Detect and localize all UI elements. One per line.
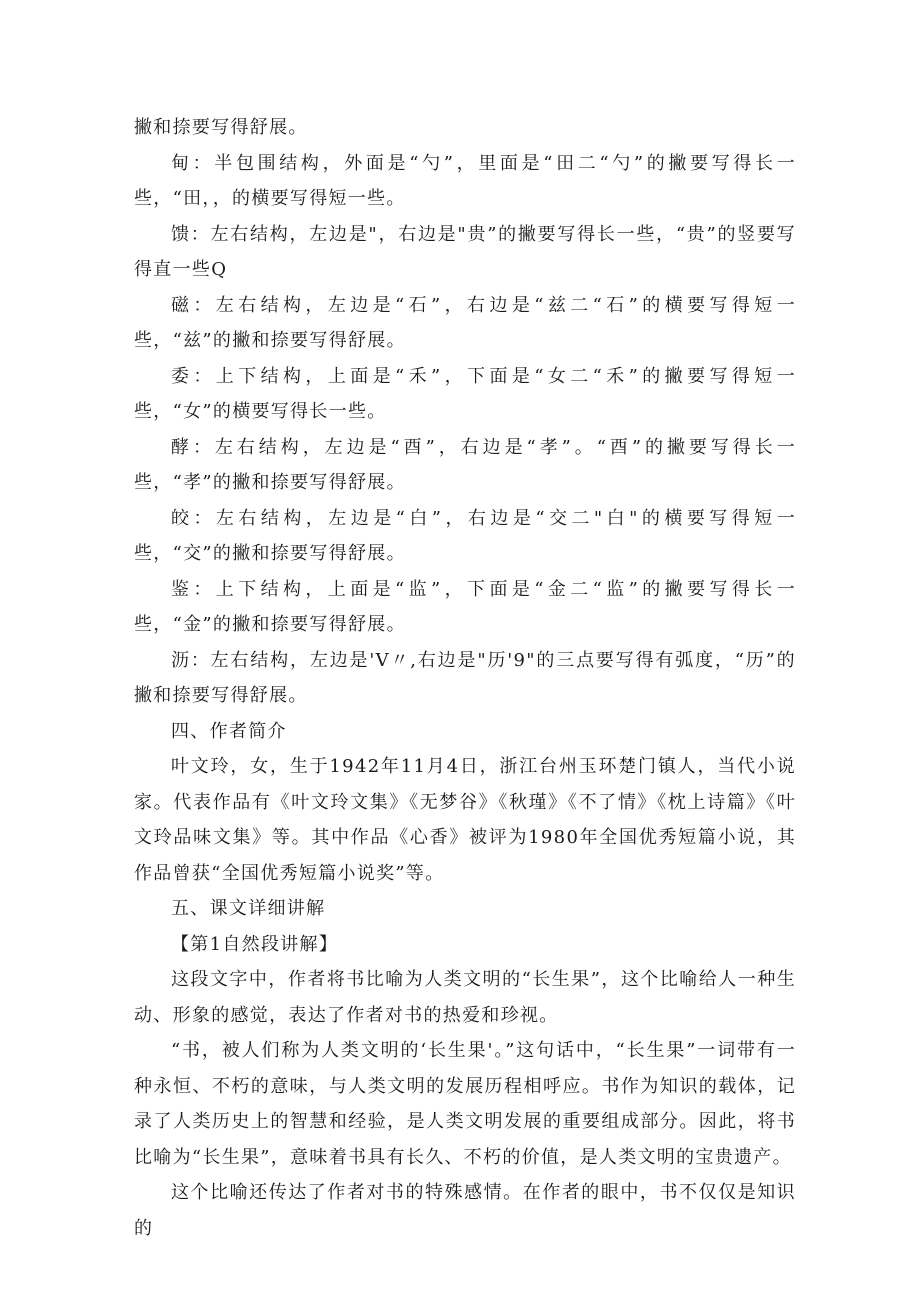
- paragraph-char-dian: 甸：半包围结构，外面是“勺”，里面是“田二“勺”的撇要写得长一些，“田，，的横要写得短一些。: [134, 152, 796, 209]
- paragraph-char-kui: 馈：左右结构，左边是"，右边是"贵”的撇要写得长一些，“贵”的竖要写得直一些Q: [134, 223, 796, 280]
- section-heading-explanation: 五、课文详细讲解: [171, 898, 326, 919]
- paragraph-metaphor-emotion: 这个比喻还传达了作者对书的特殊感情。在作者的眼中，书不仅仅是知识的: [134, 1182, 796, 1239]
- paragraph-metaphor-intro: 这段文字中，作者将书比喻为人类文明的“长生果”，这个比喻给人一种生动、形象的感觉，表达了作者对书的热爱和珍视。: [134, 969, 796, 1026]
- paragraph-stroke-note: 撇和捺要写得舒展。: [134, 117, 308, 138]
- paragraph-char-jiao-bright: 皎：左右结构，左边是“白”，右边是“交二"白"的横要写得短一些，“交”的撇和捺要写得舒展。: [134, 507, 796, 564]
- paragraph-char-ci: 磁：左右结构，左边是“石”，右边是“兹二“石”的横要写得短一些，“兹”的撇和捺要写得舒展。: [134, 294, 796, 351]
- paragraph-char-jiao-ferment: 酵：左右结构，左边是“酉”，右边是“孝”。“酉”的撇要写得长一些，“孝”的撇和捺要写得舒展。: [134, 436, 796, 493]
- paragraph-author-bio: 叶文玲，女，生于1942年11月4日，浙江台州玉环楚门镇人，当代小说家。代表作品有《叶文玲文集》《无梦谷》《秋瑾》《不了情》《枕上诗篇》《叶文玲品味文集》等。其中作品《心香》被评为1980年全国优秀短篇小说，其作品曾获“全国优秀短篇小说奖”等。: [134, 756, 796, 884]
- section-heading-author: 四、作者简介: [171, 720, 287, 742]
- document-body: [134, 110, 796, 1246]
- paragraph-metaphor-analysis: “书，被人们称为人类文明的‘长生果'。”这句话中，“长生果”一词带有一种永恒、不朽的意味，与人类文明的发展历程相呼应。书作为知识的载体，记录了人类历史上的智慧和经验，是人类文明发展的重要组成部分。因此，将书比喻为“长生果”，意味着书具有长久、不朽的价值，是人类文明的宝贵遗产。: [134, 1040, 796, 1168]
- subheading-paragraph-1: 【第1自然段讲解】: [171, 933, 339, 955]
- paragraph-char-jian: 鉴：上下结构，上面是“监”，下面是“金二“监”的撇要写得长一些，“金”的撇和捺要写得舒展。: [134, 578, 796, 635]
- paragraph-char-li: 沥：左右结构，左边是'V〃,右边是"历'9"的三点要写得有弧度，“历”的撇和捺要写得舒展。: [134, 649, 796, 706]
- paragraph-char-wei: 委：上下结构，上面是“禾”，下面是“女二“禾”的撇要写得短一些，“女”的横要写得长一些。: [134, 365, 796, 422]
